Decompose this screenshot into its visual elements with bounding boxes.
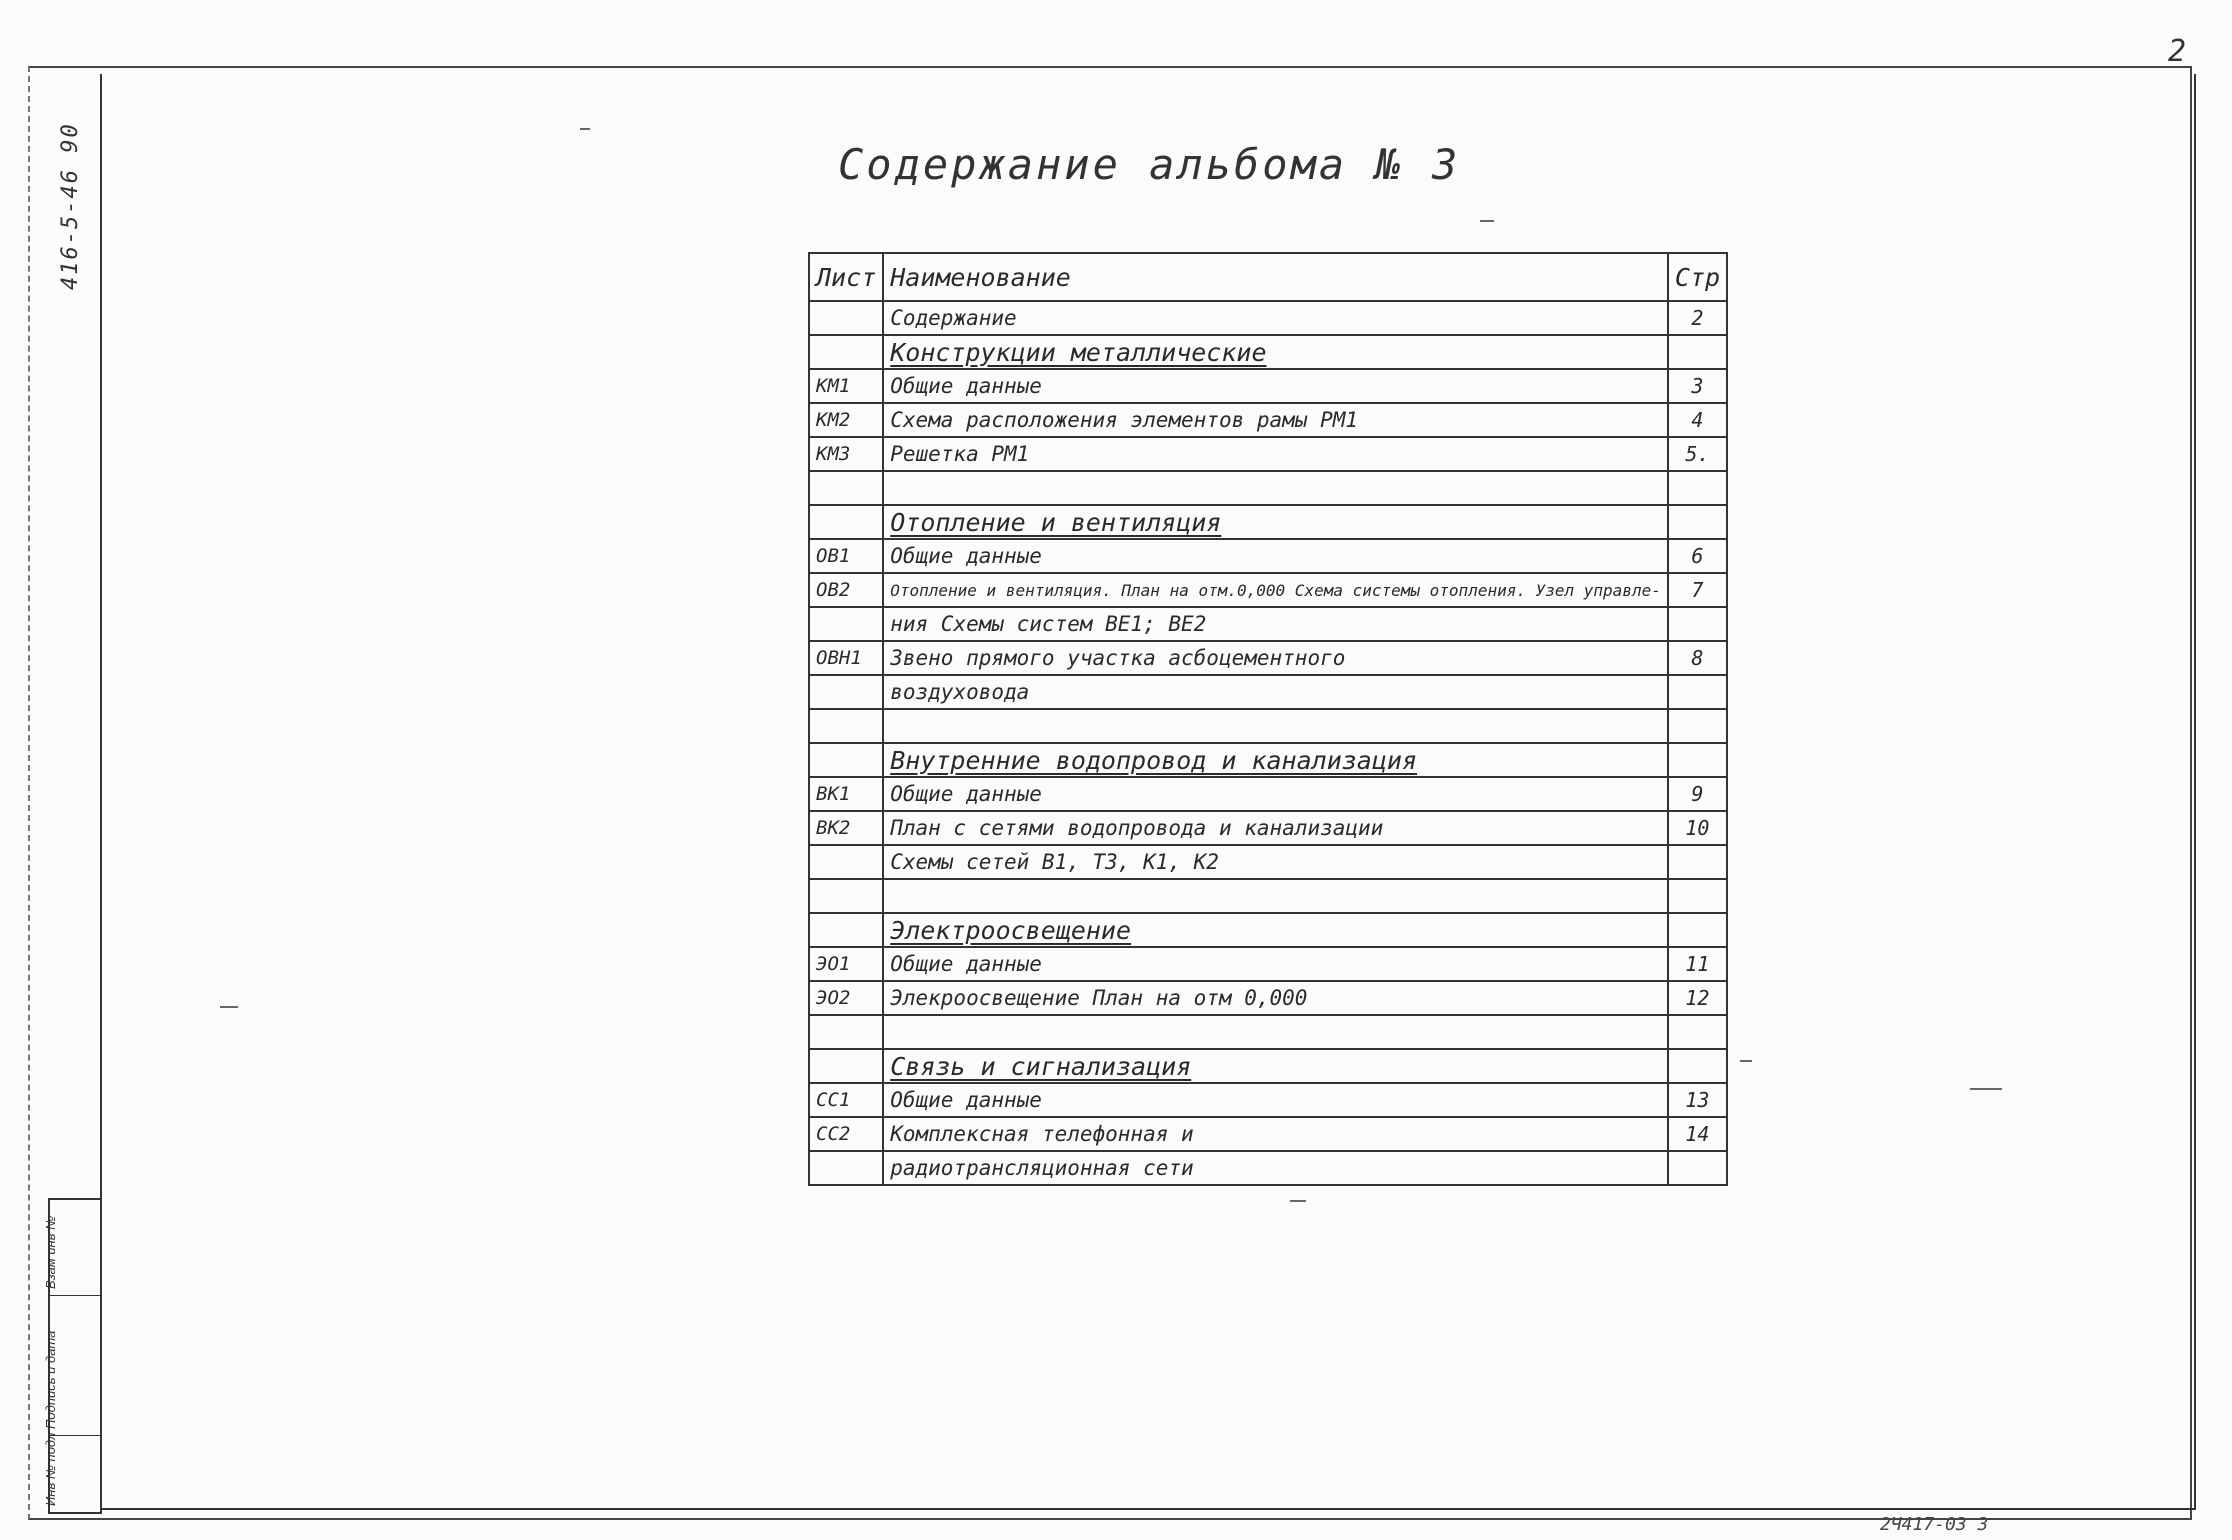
table-row [809, 743, 1727, 777]
row-name-cell: Связь и сигнализация [883, 1049, 1668, 1083]
row-page-cell [1668, 335, 1727, 369]
stamp-cell-replacement [43, 1200, 100, 1296]
row-sheet-cell [809, 845, 883, 879]
row-sheet-cell: ОВН1 [809, 641, 883, 675]
row-name-cell: Отопление и вентиляция. План на отм.0,000 Схема системы отопления. Узел управле- [883, 573, 1668, 607]
scan-speck [1480, 220, 1494, 222]
table-row [809, 437, 1727, 471]
table-row [809, 539, 1727, 573]
row-page-cell [1668, 845, 1727, 879]
stamp-label: Подпись и дата [43, 1330, 58, 1429]
header-name: Наименование [883, 253, 1668, 301]
row-name-cell: Комплексная телефонная и [883, 1117, 1668, 1151]
row-sheet-cell: КМ3 [809, 437, 883, 471]
header-sheet: Лист [809, 253, 883, 301]
row-page-cell: 4 [1668, 403, 1727, 437]
row-page-cell: 14 [1668, 1117, 1727, 1151]
row-name-cell: Конструкции металлические [883, 335, 1668, 369]
row-page-cell: 7 [1668, 573, 1727, 607]
row-page-cell [1668, 505, 1727, 539]
row-page-cell [1668, 913, 1727, 947]
row-page-cell: 8 [1668, 641, 1727, 675]
row-sheet-cell [809, 879, 883, 913]
table-row [809, 981, 1727, 1015]
scan-speck [220, 1006, 238, 1008]
row-sheet-cell: СС2 [809, 1117, 883, 1151]
row-page-cell [1668, 471, 1727, 505]
table-row [809, 1117, 1727, 1151]
row-page-cell: 13 [1668, 1083, 1727, 1117]
row-name-cell: План с сетями водопровода и канализации [883, 811, 1668, 845]
row-page-cell [1668, 1151, 1727, 1185]
table-body [809, 301, 1727, 1185]
row-sheet-cell [809, 1151, 883, 1185]
row-sheet-cell [809, 675, 883, 709]
document-code: 416-5-46 90 [58, 122, 83, 290]
row-name-cell: воздуховода [883, 675, 1668, 709]
stamp-label: Взам инв № [43, 1215, 58, 1289]
row-sheet-cell [809, 1049, 883, 1083]
row-name-cell: ния Схемы систем ВЕ1; ВЕ2 [883, 607, 1668, 641]
table-row [809, 335, 1727, 369]
row-page-cell [1668, 1015, 1727, 1049]
row-sheet-cell: КМ1 [809, 369, 883, 403]
table-row [809, 845, 1727, 879]
row-name-cell: Общие данные [883, 539, 1668, 573]
row-page-cell: 5. [1668, 437, 1727, 471]
row-sheet-cell [809, 743, 883, 777]
table-row [809, 1049, 1727, 1083]
row-page-cell: 9 [1668, 777, 1727, 811]
table-row [809, 403, 1727, 437]
table-header-row [809, 253, 1727, 301]
page-title: Содержание альбома № 3 [838, 140, 1461, 189]
row-name-cell: Внутренние водопровод и канализация [883, 743, 1668, 777]
row-sheet-cell [809, 607, 883, 641]
table-row [809, 1151, 1727, 1185]
row-name-cell: Общие данные [883, 777, 1668, 811]
row-page-cell: 12 [1668, 981, 1727, 1015]
row-name-cell: Общие данные [883, 1083, 1668, 1117]
row-name-cell: Звено прямого участка асбоцементного [883, 641, 1668, 675]
row-page-cell: 11 [1668, 947, 1727, 981]
row-page-cell [1668, 879, 1727, 913]
table-row [809, 913, 1727, 947]
row-name-cell: радиотрансляционная сети [883, 1151, 1668, 1185]
row-name-cell: Элекроосвещение План на отм 0,000 [883, 981, 1668, 1015]
table-row [809, 573, 1727, 607]
row-name-cell: Отопление и вентиляция [883, 505, 1668, 539]
table-row [809, 505, 1727, 539]
header-page: Стр [1668, 253, 1727, 301]
scan-speck [1740, 1060, 1752, 1062]
scan-speck [580, 128, 590, 130]
table-row [809, 777, 1727, 811]
sheet-number: 2 [2168, 34, 2187, 69]
row-page-cell [1668, 743, 1727, 777]
row-name-cell: Схема расположения элементов рамы РМ1 [883, 403, 1668, 437]
row-sheet-cell: СС1 [809, 1083, 883, 1117]
row-name-cell: Электроосвещение [883, 913, 1668, 947]
row-sheet-cell: ЭО1 [809, 947, 883, 981]
footer-code: 2Ч417-03 3 [1880, 1514, 1989, 1535]
row-page-cell [1668, 709, 1727, 743]
table-row [809, 641, 1727, 675]
table-row [809, 947, 1727, 981]
row-page-cell: 6 [1668, 539, 1727, 573]
row-page-cell [1668, 607, 1727, 641]
row-page-cell [1668, 1049, 1727, 1083]
table-row [809, 369, 1727, 403]
row-name-cell [883, 709, 1668, 743]
row-name-cell: Общие данные [883, 369, 1668, 403]
row-sheet-cell [809, 301, 883, 335]
row-sheet-cell: ВК2 [809, 811, 883, 845]
row-name-cell: Общие данные [883, 947, 1668, 981]
row-sheet-cell: ВК1 [809, 777, 883, 811]
row-name-cell [883, 471, 1668, 505]
stamp-label: Инв № подл [43, 1432, 58, 1506]
row-page-cell: 10 [1668, 811, 1727, 845]
scan-speck [1290, 1200, 1306, 1202]
row-page-cell [1668, 675, 1727, 709]
stamp-cell-signature [43, 1296, 100, 1436]
row-page-cell: 3 [1668, 369, 1727, 403]
table-row [809, 1015, 1727, 1049]
stamp-cell-inventory [43, 1432, 100, 1512]
row-sheet-cell [809, 1015, 883, 1049]
row-sheet-cell: ОВ1 [809, 539, 883, 573]
row-name-cell [883, 1015, 1668, 1049]
approval-stamp [43, 1198, 102, 1514]
table-row [809, 607, 1727, 641]
table-row [809, 811, 1727, 845]
row-name-cell: Схемы сетей В1, Т3, К1, К2 [883, 845, 1668, 879]
row-sheet-cell [809, 913, 883, 947]
row-name-cell [883, 879, 1668, 913]
row-sheet-cell: ОВ2 [809, 573, 883, 607]
row-sheet-cell [809, 505, 883, 539]
row-name-cell: Решетка РМ1 [883, 437, 1668, 471]
row-sheet-cell: КМ2 [809, 403, 883, 437]
row-page-cell: 2 [1668, 301, 1727, 335]
table-row [809, 709, 1727, 743]
row-sheet-cell [809, 335, 883, 369]
row-sheet-cell [809, 709, 883, 743]
table-row [809, 301, 1727, 335]
contents-table [808, 252, 1728, 1186]
row-sheet-cell [809, 471, 883, 505]
row-sheet-cell: ЭО2 [809, 981, 883, 1015]
row-name-cell: Содержание [883, 301, 1668, 335]
table-row [809, 675, 1727, 709]
table-row [809, 1083, 1727, 1117]
table-row [809, 471, 1727, 505]
scan-speck [1970, 1088, 2002, 1090]
table-row [809, 879, 1727, 913]
